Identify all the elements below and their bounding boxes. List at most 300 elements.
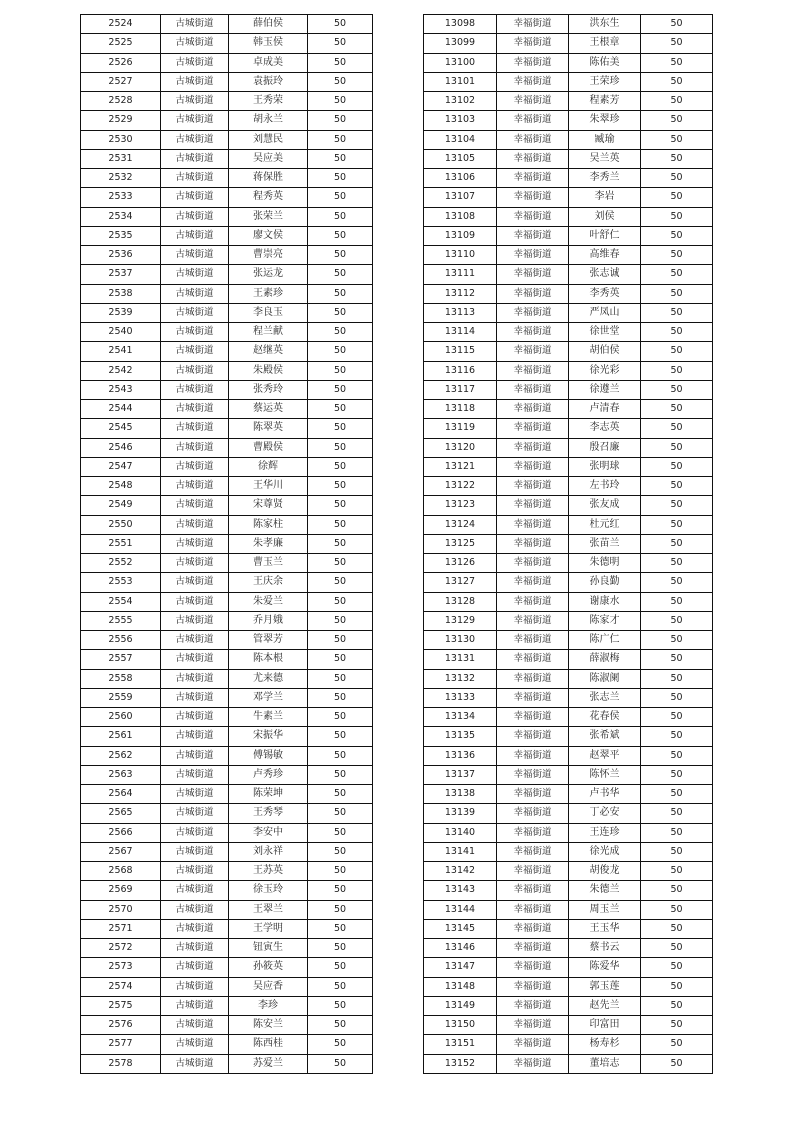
name-cell: 赵继英	[229, 342, 308, 361]
amount-cell: 50	[641, 342, 713, 361]
name-cell: 王华川	[229, 477, 308, 496]
table-row	[81, 727, 373, 746]
amount-cell: 50	[641, 284, 713, 303]
amount-cell: 50	[641, 804, 713, 823]
amount-cell: 50	[308, 323, 373, 342]
table-row	[424, 111, 713, 130]
table-row	[81, 958, 373, 977]
id-cell: 2535	[81, 226, 161, 245]
id-cell: 13143	[424, 881, 497, 900]
table-row	[424, 149, 713, 168]
table-row	[424, 303, 713, 322]
amount-cell: 50	[308, 958, 373, 977]
id-cell: 2529	[81, 111, 161, 130]
id-cell: 13111	[424, 265, 497, 284]
name-cell: 朱德兰	[569, 881, 641, 900]
table-row	[81, 977, 373, 996]
street-cell: 古城街道	[161, 746, 229, 765]
street-cell: 古城街道	[161, 842, 229, 861]
name-cell: 张秀玲	[229, 380, 308, 399]
name-cell: 张运龙	[229, 265, 308, 284]
amount-cell: 50	[641, 361, 713, 380]
name-cell: 徐世堂	[569, 323, 641, 342]
amount-cell: 50	[641, 919, 713, 938]
street-cell: 幸福街道	[497, 939, 569, 958]
amount-cell: 50	[308, 438, 373, 457]
name-cell: 曹殿侯	[229, 438, 308, 457]
id-cell: 13139	[424, 804, 497, 823]
street-cell: 幸福街道	[497, 400, 569, 419]
id-cell: 2568	[81, 862, 161, 881]
amount-cell: 50	[308, 457, 373, 476]
street-cell: 古城街道	[161, 631, 229, 650]
id-cell: 13130	[424, 631, 497, 650]
street-cell: 古城街道	[161, 303, 229, 322]
id-cell: 13132	[424, 669, 497, 688]
amount-cell: 50	[308, 592, 373, 611]
table-row	[424, 708, 713, 727]
street-cell: 幸福街道	[497, 1016, 569, 1035]
table-row	[424, 650, 713, 669]
street-cell: 古城街道	[161, 592, 229, 611]
street-cell: 古城街道	[161, 169, 229, 188]
table-row	[81, 226, 373, 245]
amount-cell: 50	[641, 1035, 713, 1054]
amount-cell: 50	[308, 226, 373, 245]
table-row	[81, 207, 373, 226]
name-cell: 谢康水	[569, 592, 641, 611]
table-row	[424, 207, 713, 226]
street-cell: 古城街道	[161, 573, 229, 592]
amount-cell: 50	[308, 765, 373, 784]
amount-cell: 50	[641, 169, 713, 188]
table-row	[81, 996, 373, 1015]
street-cell: 幸福街道	[497, 284, 569, 303]
table-row	[81, 15, 373, 34]
table-row	[81, 823, 373, 842]
id-cell: 13108	[424, 207, 497, 226]
street-cell: 古城街道	[161, 72, 229, 91]
table-row	[424, 765, 713, 784]
name-cell: 孙良勤	[569, 573, 641, 592]
table-row	[81, 785, 373, 804]
street-cell: 幸福街道	[497, 631, 569, 650]
street-cell: 古城街道	[161, 284, 229, 303]
name-cell: 张苗兰	[569, 534, 641, 553]
table-row	[81, 34, 373, 53]
id-cell: 13141	[424, 842, 497, 861]
street-cell: 幸福街道	[497, 1054, 569, 1073]
amount-cell: 50	[308, 977, 373, 996]
table-row	[81, 554, 373, 573]
amount-cell: 50	[308, 169, 373, 188]
amount-cell: 50	[308, 939, 373, 958]
amount-cell: 50	[641, 265, 713, 284]
table-row	[81, 303, 373, 322]
table-row	[424, 1016, 713, 1035]
amount-cell: 50	[641, 958, 713, 977]
table-row	[424, 804, 713, 823]
name-cell: 陈家才	[569, 611, 641, 630]
table-row	[81, 477, 373, 496]
street-cell: 古城街道	[161, 419, 229, 438]
name-cell: 陈安兰	[229, 1016, 308, 1035]
name-cell: 王庆余	[229, 573, 308, 592]
table-row	[424, 631, 713, 650]
name-cell: 陈广仁	[569, 631, 641, 650]
street-cell: 古城街道	[161, 900, 229, 919]
amount-cell: 50	[308, 72, 373, 91]
name-cell: 程秀英	[229, 188, 308, 207]
name-cell: 宋尊贤	[229, 496, 308, 515]
street-cell: 古城街道	[161, 765, 229, 784]
id-cell: 13102	[424, 92, 497, 111]
id-cell: 13106	[424, 169, 497, 188]
street-cell: 幸福街道	[497, 611, 569, 630]
name-cell: 殷召廉	[569, 438, 641, 457]
amount-cell: 50	[308, 1035, 373, 1054]
street-cell: 古城街道	[161, 862, 229, 881]
street-cell: 幸福街道	[497, 380, 569, 399]
amount-cell: 50	[308, 265, 373, 284]
name-cell: 吴应美	[229, 149, 308, 168]
id-cell: 2563	[81, 765, 161, 784]
amount-cell: 50	[641, 53, 713, 72]
table-row	[81, 380, 373, 399]
name-cell: 赵先兰	[569, 996, 641, 1015]
street-cell: 古城街道	[161, 149, 229, 168]
name-cell: 王玉华	[569, 919, 641, 938]
name-cell: 曹玉兰	[229, 554, 308, 573]
amount-cell: 50	[641, 419, 713, 438]
amount-cell: 50	[641, 823, 713, 842]
table-row	[424, 457, 713, 476]
street-cell: 幸福街道	[497, 419, 569, 438]
table-row	[81, 323, 373, 342]
name-cell: 朱翠珍	[569, 111, 641, 130]
name-cell: 徐遵兰	[569, 380, 641, 399]
amount-cell: 50	[308, 246, 373, 265]
amount-cell: 50	[641, 1054, 713, 1073]
id-cell: 13118	[424, 400, 497, 419]
table-row	[424, 246, 713, 265]
street-cell: 幸福街道	[497, 919, 569, 938]
name-cell: 李珍	[229, 996, 308, 1015]
amount-cell: 50	[308, 611, 373, 630]
street-cell: 幸福街道	[497, 977, 569, 996]
table-row	[424, 400, 713, 419]
amount-cell: 50	[641, 92, 713, 111]
amount-cell: 50	[308, 669, 373, 688]
table-row	[424, 496, 713, 515]
table-row	[424, 823, 713, 842]
street-cell: 古城街道	[161, 111, 229, 130]
id-cell: 2570	[81, 900, 161, 919]
id-cell: 2547	[81, 457, 161, 476]
name-cell: 李志英	[569, 419, 641, 438]
id-cell: 13147	[424, 958, 497, 977]
table-row	[424, 130, 713, 149]
id-cell: 13128	[424, 592, 497, 611]
id-cell: 13129	[424, 611, 497, 630]
amount-cell: 50	[641, 534, 713, 553]
table-row	[424, 785, 713, 804]
id-cell: 2540	[81, 323, 161, 342]
street-cell: 古城街道	[161, 53, 229, 72]
id-cell: 13134	[424, 708, 497, 727]
table-row	[81, 361, 373, 380]
id-cell: 2565	[81, 804, 161, 823]
name-cell: 王秀荣	[229, 92, 308, 111]
id-cell: 13112	[424, 284, 497, 303]
amount-cell: 50	[308, 419, 373, 438]
id-cell: 2555	[81, 611, 161, 630]
id-cell: 2556	[81, 631, 161, 650]
street-cell: 古城街道	[161, 650, 229, 669]
amount-cell: 50	[641, 727, 713, 746]
name-cell: 胡永兰	[229, 111, 308, 130]
street-cell: 幸福街道	[497, 554, 569, 573]
street-cell: 幸福街道	[497, 15, 569, 34]
name-cell: 胡俊龙	[569, 862, 641, 881]
name-cell: 王翠兰	[229, 900, 308, 919]
id-cell: 2531	[81, 149, 161, 168]
table-row	[81, 611, 373, 630]
id-cell: 2524	[81, 15, 161, 34]
street-cell: 古城街道	[161, 361, 229, 380]
amount-cell: 50	[641, 1016, 713, 1035]
amount-cell: 50	[308, 111, 373, 130]
amount-cell: 50	[641, 457, 713, 476]
street-cell: 幸福街道	[497, 246, 569, 265]
name-cell: 董培志	[569, 1054, 641, 1073]
amount-cell: 50	[308, 708, 373, 727]
street-cell: 古城街道	[161, 265, 229, 284]
street-cell: 古城街道	[161, 226, 229, 245]
amount-cell: 50	[641, 72, 713, 91]
id-cell: 13105	[424, 149, 497, 168]
amount-cell: 50	[308, 919, 373, 938]
name-cell: 丁必安	[569, 804, 641, 823]
amount-cell: 50	[308, 380, 373, 399]
amount-cell: 50	[308, 785, 373, 804]
table-row	[424, 1035, 713, 1054]
table-row	[424, 842, 713, 861]
id-cell: 13145	[424, 919, 497, 938]
table-row	[81, 342, 373, 361]
amount-cell: 50	[308, 207, 373, 226]
street-cell: 古城街道	[161, 477, 229, 496]
amount-cell: 50	[641, 977, 713, 996]
name-cell: 薛伯侯	[229, 15, 308, 34]
name-cell: 徐光成	[569, 842, 641, 861]
id-cell: 2526	[81, 53, 161, 72]
amount-cell: 50	[641, 900, 713, 919]
name-cell: 周玉兰	[569, 900, 641, 919]
street-cell: 幸福街道	[497, 688, 569, 707]
name-cell: 卢书华	[569, 785, 641, 804]
name-cell: 蔡书云	[569, 939, 641, 958]
table-row	[81, 246, 373, 265]
amount-cell: 50	[308, 188, 373, 207]
amount-cell: 50	[308, 400, 373, 419]
id-cell: 2536	[81, 246, 161, 265]
roster-table-left	[80, 14, 373, 1074]
amount-cell: 50	[308, 573, 373, 592]
street-cell: 古城街道	[161, 727, 229, 746]
amount-cell: 50	[308, 284, 373, 303]
amount-cell: 50	[641, 380, 713, 399]
table-row	[424, 92, 713, 111]
id-cell: 13142	[424, 862, 497, 881]
amount-cell: 50	[308, 361, 373, 380]
name-cell: 张明球	[569, 457, 641, 476]
id-cell: 2562	[81, 746, 161, 765]
street-cell: 幸福街道	[497, 303, 569, 322]
street-cell: 幸福街道	[497, 708, 569, 727]
name-cell: 袁振玲	[229, 72, 308, 91]
street-cell: 幸福街道	[497, 804, 569, 823]
amount-cell: 50	[641, 842, 713, 861]
street-cell: 幸福街道	[497, 323, 569, 342]
name-cell: 杨寿杉	[569, 1035, 641, 1054]
table-row	[81, 804, 373, 823]
name-cell: 尤来德	[229, 669, 308, 688]
table-row	[81, 265, 373, 284]
amount-cell: 50	[308, 515, 373, 534]
table-row	[424, 515, 713, 534]
id-cell: 2537	[81, 265, 161, 284]
name-cell: 乔月娥	[229, 611, 308, 630]
id-cell: 13133	[424, 688, 497, 707]
id-cell: 2543	[81, 380, 161, 399]
table-row	[424, 380, 713, 399]
street-cell: 幸福街道	[497, 515, 569, 534]
street-cell: 古城街道	[161, 323, 229, 342]
street-cell: 幸福街道	[497, 573, 569, 592]
table-row	[81, 1016, 373, 1035]
id-cell: 13151	[424, 1035, 497, 1054]
name-cell: 吴兰英	[569, 149, 641, 168]
name-cell: 高维春	[569, 246, 641, 265]
name-cell: 薛淑梅	[569, 650, 641, 669]
id-cell: 2546	[81, 438, 161, 457]
table-row	[81, 842, 373, 861]
id-cell: 13113	[424, 303, 497, 322]
amount-cell: 50	[308, 746, 373, 765]
id-cell: 13149	[424, 996, 497, 1015]
id-cell: 13121	[424, 457, 497, 476]
amount-cell: 50	[641, 400, 713, 419]
name-cell: 杜元红	[569, 515, 641, 534]
amount-cell: 50	[308, 631, 373, 650]
name-cell: 王学明	[229, 919, 308, 938]
table-row	[424, 900, 713, 919]
street-cell: 幸福街道	[497, 496, 569, 515]
id-cell: 2534	[81, 207, 161, 226]
amount-cell: 50	[308, 1054, 373, 1073]
street-cell: 古城街道	[161, 977, 229, 996]
id-cell: 13109	[424, 226, 497, 245]
id-cell: 2527	[81, 72, 161, 91]
amount-cell: 50	[308, 650, 373, 669]
id-cell: 13098	[424, 15, 497, 34]
street-cell: 幸福街道	[497, 881, 569, 900]
name-cell: 陈翠英	[229, 419, 308, 438]
street-cell: 幸福街道	[497, 592, 569, 611]
amount-cell: 50	[641, 149, 713, 168]
table-row	[424, 1054, 713, 1073]
table-row	[81, 919, 373, 938]
street-cell: 古城街道	[161, 34, 229, 53]
street-cell: 幸福街道	[497, 457, 569, 476]
amount-cell: 50	[308, 727, 373, 746]
id-cell: 2530	[81, 130, 161, 149]
table-row	[81, 688, 373, 707]
amount-cell: 50	[641, 515, 713, 534]
name-cell: 李岩	[569, 188, 641, 207]
name-cell: 徐辉	[229, 457, 308, 476]
id-cell: 13115	[424, 342, 497, 361]
id-cell: 13135	[424, 727, 497, 746]
name-cell: 傅锡敏	[229, 746, 308, 765]
id-cell: 2577	[81, 1035, 161, 1054]
table-row	[81, 515, 373, 534]
name-cell: 王连珍	[569, 823, 641, 842]
id-cell: 2528	[81, 92, 161, 111]
name-cell: 张荣兰	[229, 207, 308, 226]
street-cell: 古城街道	[161, 342, 229, 361]
street-cell: 幸福街道	[497, 188, 569, 207]
name-cell: 胡伯侯	[569, 342, 641, 361]
street-cell: 古城街道	[161, 554, 229, 573]
id-cell: 13114	[424, 323, 497, 342]
amount-cell: 50	[308, 34, 373, 53]
street-cell: 幸福街道	[497, 477, 569, 496]
id-cell: 13100	[424, 53, 497, 72]
street-cell: 幸福街道	[497, 149, 569, 168]
table-row	[424, 958, 713, 977]
street-cell: 幸福街道	[497, 438, 569, 457]
table-row	[81, 438, 373, 457]
name-cell: 张志诚	[569, 265, 641, 284]
table-row	[424, 746, 713, 765]
name-cell: 陈西桂	[229, 1035, 308, 1054]
street-cell: 古城街道	[161, 939, 229, 958]
street-cell: 古城街道	[161, 669, 229, 688]
amount-cell: 50	[641, 881, 713, 900]
name-cell: 钮寅生	[229, 939, 308, 958]
id-cell: 13144	[424, 900, 497, 919]
id-cell: 13126	[424, 554, 497, 573]
street-cell: 幸福街道	[497, 265, 569, 284]
amount-cell: 50	[308, 149, 373, 168]
amount-cell: 50	[641, 246, 713, 265]
table-row	[81, 457, 373, 476]
street-cell: 古城街道	[161, 708, 229, 727]
id-cell: 2576	[81, 1016, 161, 1035]
id-cell: 2573	[81, 958, 161, 977]
street-cell: 幸福街道	[497, 958, 569, 977]
table-row	[424, 361, 713, 380]
amount-cell: 50	[641, 785, 713, 804]
name-cell: 叶舒仁	[569, 226, 641, 245]
table-row	[81, 573, 373, 592]
street-cell: 幸福街道	[497, 842, 569, 861]
street-cell: 古城街道	[161, 188, 229, 207]
name-cell: 苏爱兰	[229, 1054, 308, 1073]
street-cell: 幸福街道	[497, 727, 569, 746]
